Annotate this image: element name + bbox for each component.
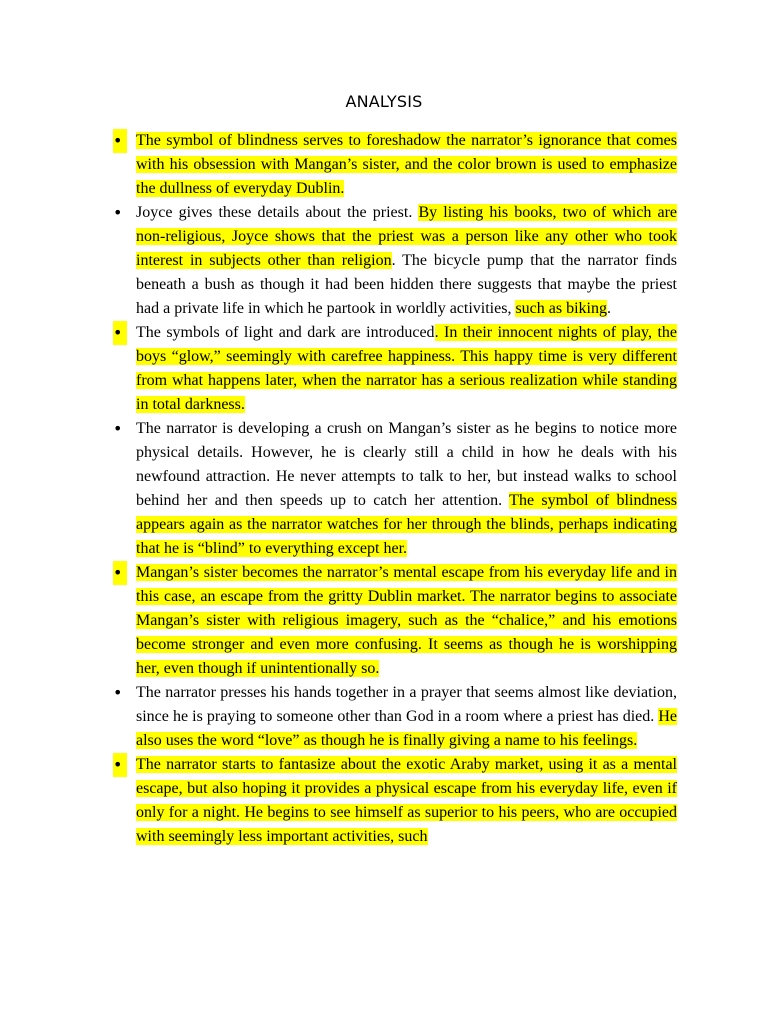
bullet-item [113,561,677,681]
bullet-item [113,129,677,201]
highlighted-text: Mangan’s sister becomes the narrator’s mental escape from his everyday life and in this case, an escape from the gritty Dublin market. The narrator begins to associate Mangan’s sister with religious imagery, such as the “chalice,” and his emotions become stronger and even more confusing. It seems as though he is worshipping her, even though if unintentionally so. [136,564,677,677]
bullet-item [113,321,677,417]
plain-text: . [607,300,611,317]
plain-text: The narrator is developing a crush on Mangan’s sister as he begins to notice more physical details. However, he is clearly still a child in how he deals with his newfound attraction. He never attempts to talk to her, but instead walks to school behind her and then speeds up to catch her attention. [136,420,677,509]
plain-text: The symbols of light and dark are introduced [136,324,435,341]
highlighted-text: The narrator starts to fantasize about the exotic Araby market, using it as a mental escape, but also hoping it provides a physical escape from his everyday life, even if only for a night. He begins to see himself as superior to his peers, who are occupied with seemingly less important activities, such [136,756,677,845]
bullet-dot-icon: • [113,561,127,585]
plain-text: . The bicycle pump that the narrator finds beneath a bush as though it had been hidden there suggests that maybe the priest had a private life in which he partook in worldly activities, [136,252,677,317]
highlighted-text: The symbol of blindness serves to foreshadow the narrator’s ignorance that comes with his obsession with Mangan’s sister, and the color brown is used to emphasize the dullness of everyday Dublin. [136,132,677,197]
bullet-item [113,201,677,321]
page-title: ANALYSIS [345,92,423,111]
plain-text: The narrator presses his hands together in a prayer that seems almost like deviation, since he is praying to someone other than God in a room where a priest has died. [136,684,677,725]
highlighted-text: such as biking [515,300,607,317]
bullet-dot-icon: • [113,321,127,345]
highlighted-text: He also uses the word “love” as though he is finally giving a name to his feelings. [136,708,677,749]
analysis-bullet-list [113,129,678,849]
bullet-dot-icon: • [113,753,127,777]
bullet-dot-icon: • [113,683,123,702]
bullet-item [113,681,677,753]
plain-text: Joyce gives these details about the priest. [136,204,419,221]
bullet-item [113,417,678,561]
bullet-item [113,753,677,849]
bullet-dot-icon: • [113,203,123,222]
highlighted-text: By listing his books, two of which are non-religious, Joyce shows that the priest was a person like any other who took interest in subjects other than religion [136,204,677,269]
highlighted-text: . In their innocent nights of play, the boys “glow,” seemingly with carefree happiness. This happy time is very different from what happens later, when the narrator has a serious realization while standing in total darkness. [136,324,677,413]
bullet-dot-icon: • [113,419,123,438]
highlighted-text: The symbol of blindness appears again as the narrator watches for her through the blinds, perhaps indicating that he is “blind” to everything except her. [136,492,678,557]
bullet-dot-icon: • [113,129,127,153]
